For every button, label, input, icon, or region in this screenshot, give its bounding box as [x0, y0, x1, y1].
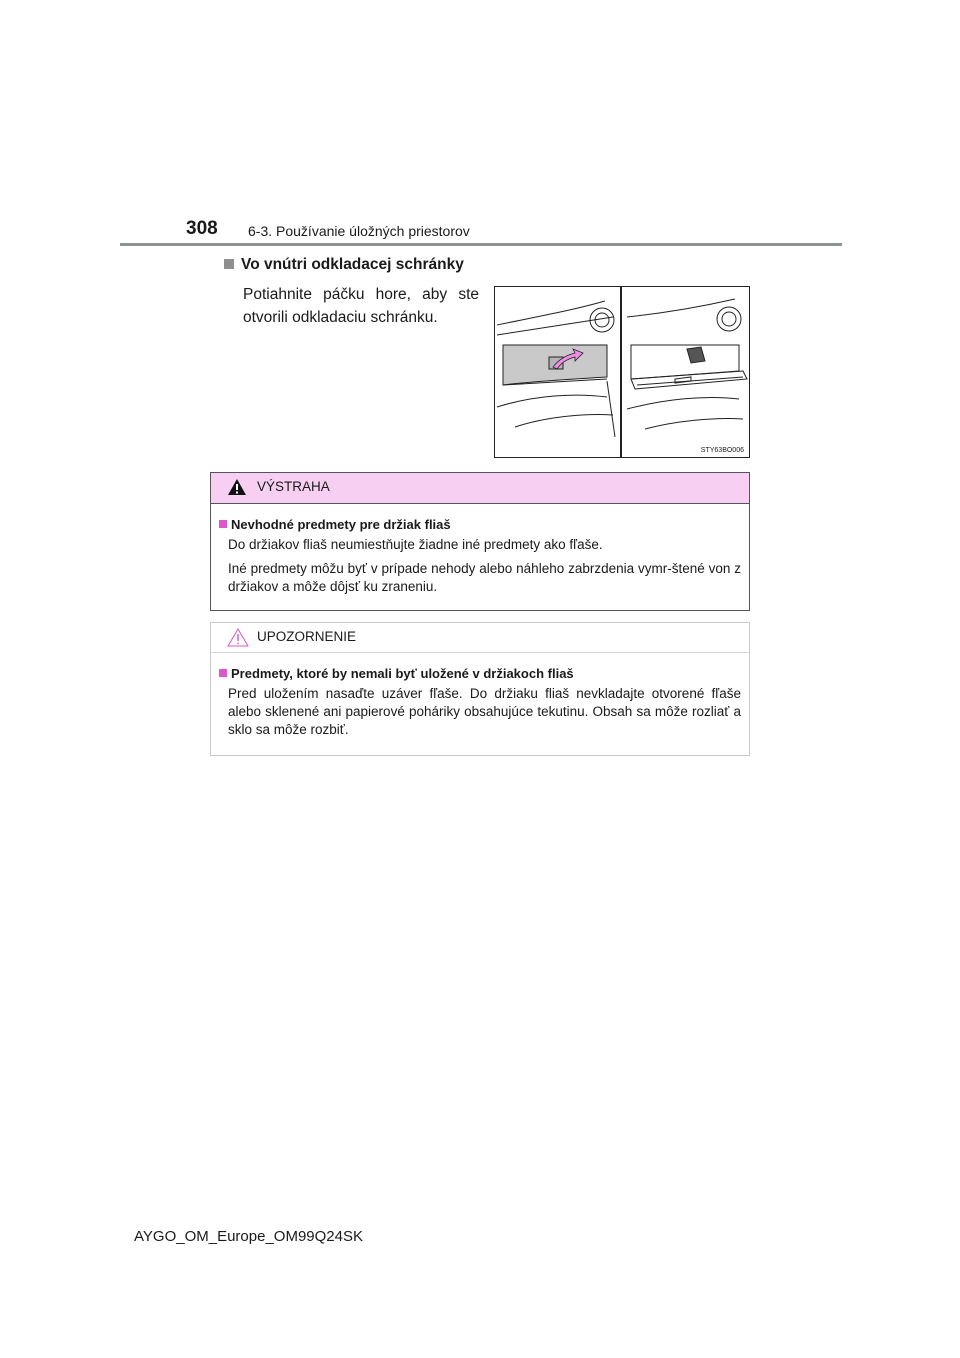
warning-item-bullet — [219, 520, 227, 528]
footer-doc-code: AYGO_OM_Europe_OM99Q24SK — [134, 1228, 363, 1245]
glove-box-lid-open — [631, 371, 747, 389]
dash-lower-line-right — [645, 418, 743, 429]
header-rule — [120, 243, 842, 246]
caution-title: UPOZORNENIE — [257, 629, 357, 644]
illustration-drawing — [495, 287, 749, 457]
warning-content — [211, 504, 749, 596]
dash-line-left-2 — [497, 317, 613, 335]
side-edge-left — [607, 381, 615, 437]
warning-title: VÝSTRAHA — [257, 479, 330, 494]
glove-box-illustration — [494, 286, 750, 458]
warning-paragraph-1: Do držiakov fliaš neumiestňujte žiadne iné predmety ako fľaše. — [228, 537, 603, 552]
warning-triangle-filled-icon — [227, 478, 247, 496]
interior-latch — [687, 347, 705, 363]
caution-item-title-text: Predmety, ktoré by nemali byť uložené v držiakoch fliaš — [231, 666, 574, 681]
air-vent-right — [717, 307, 741, 331]
section-title: 6-3. Používanie úložných priestorov — [248, 223, 470, 239]
caution-content — [211, 653, 749, 739]
warning-item-title-text: Nevhodné predmety pre držiak fliaš — [231, 517, 451, 532]
heading-bullet — [224, 259, 234, 269]
caution-triangle-outline-icon — [227, 628, 249, 647]
warning-item-title — [219, 517, 741, 532]
caution-item-title — [219, 666, 741, 681]
body-paragraph: Potiahnite páčku hore, aby ste otvorili odkladaciu schránku. — [243, 286, 479, 326]
warning-paragraph-2: Iné predmety môžu byť v prípade nehody alebo náhleho zabrzdenia vymr-štené von z držiakov a môže dôjsť ku zraneniu. — [228, 561, 741, 594]
dash-lower-curve-left — [497, 395, 607, 407]
air-vent-left-inner — [595, 313, 609, 327]
caution-item-bullet — [219, 669, 227, 677]
dash-lower-curve-right — [627, 397, 739, 409]
dash-upper-curve-right — [627, 299, 735, 317]
caution-box — [210, 622, 750, 756]
sub-heading — [224, 256, 464, 274]
warning-header — [211, 473, 749, 504]
dash-upper-curve-left — [497, 301, 605, 325]
caution-paragraph: Pred uložením nasaďte uzáver fľaše. Do držiaku fliaš nevkladajte otvorené fľaše alebo sklenené ani papierové poháriky obsahujúce tekutinu. Obsah sa môže rozliať a sklo sa môže rozbiť. — [228, 686, 741, 737]
air-vent-right-inner — [722, 312, 736, 326]
figure-code: STY63BO006 — [700, 447, 744, 454]
sub-heading-text: Vo vnútri odkladacej schránky — [241, 256, 464, 273]
dash-lower-line-left — [515, 415, 613, 428]
warning-box — [210, 472, 750, 611]
page-number: 308 — [186, 218, 218, 239]
glove-box-cavity — [631, 345, 739, 379]
caution-header — [211, 623, 749, 653]
